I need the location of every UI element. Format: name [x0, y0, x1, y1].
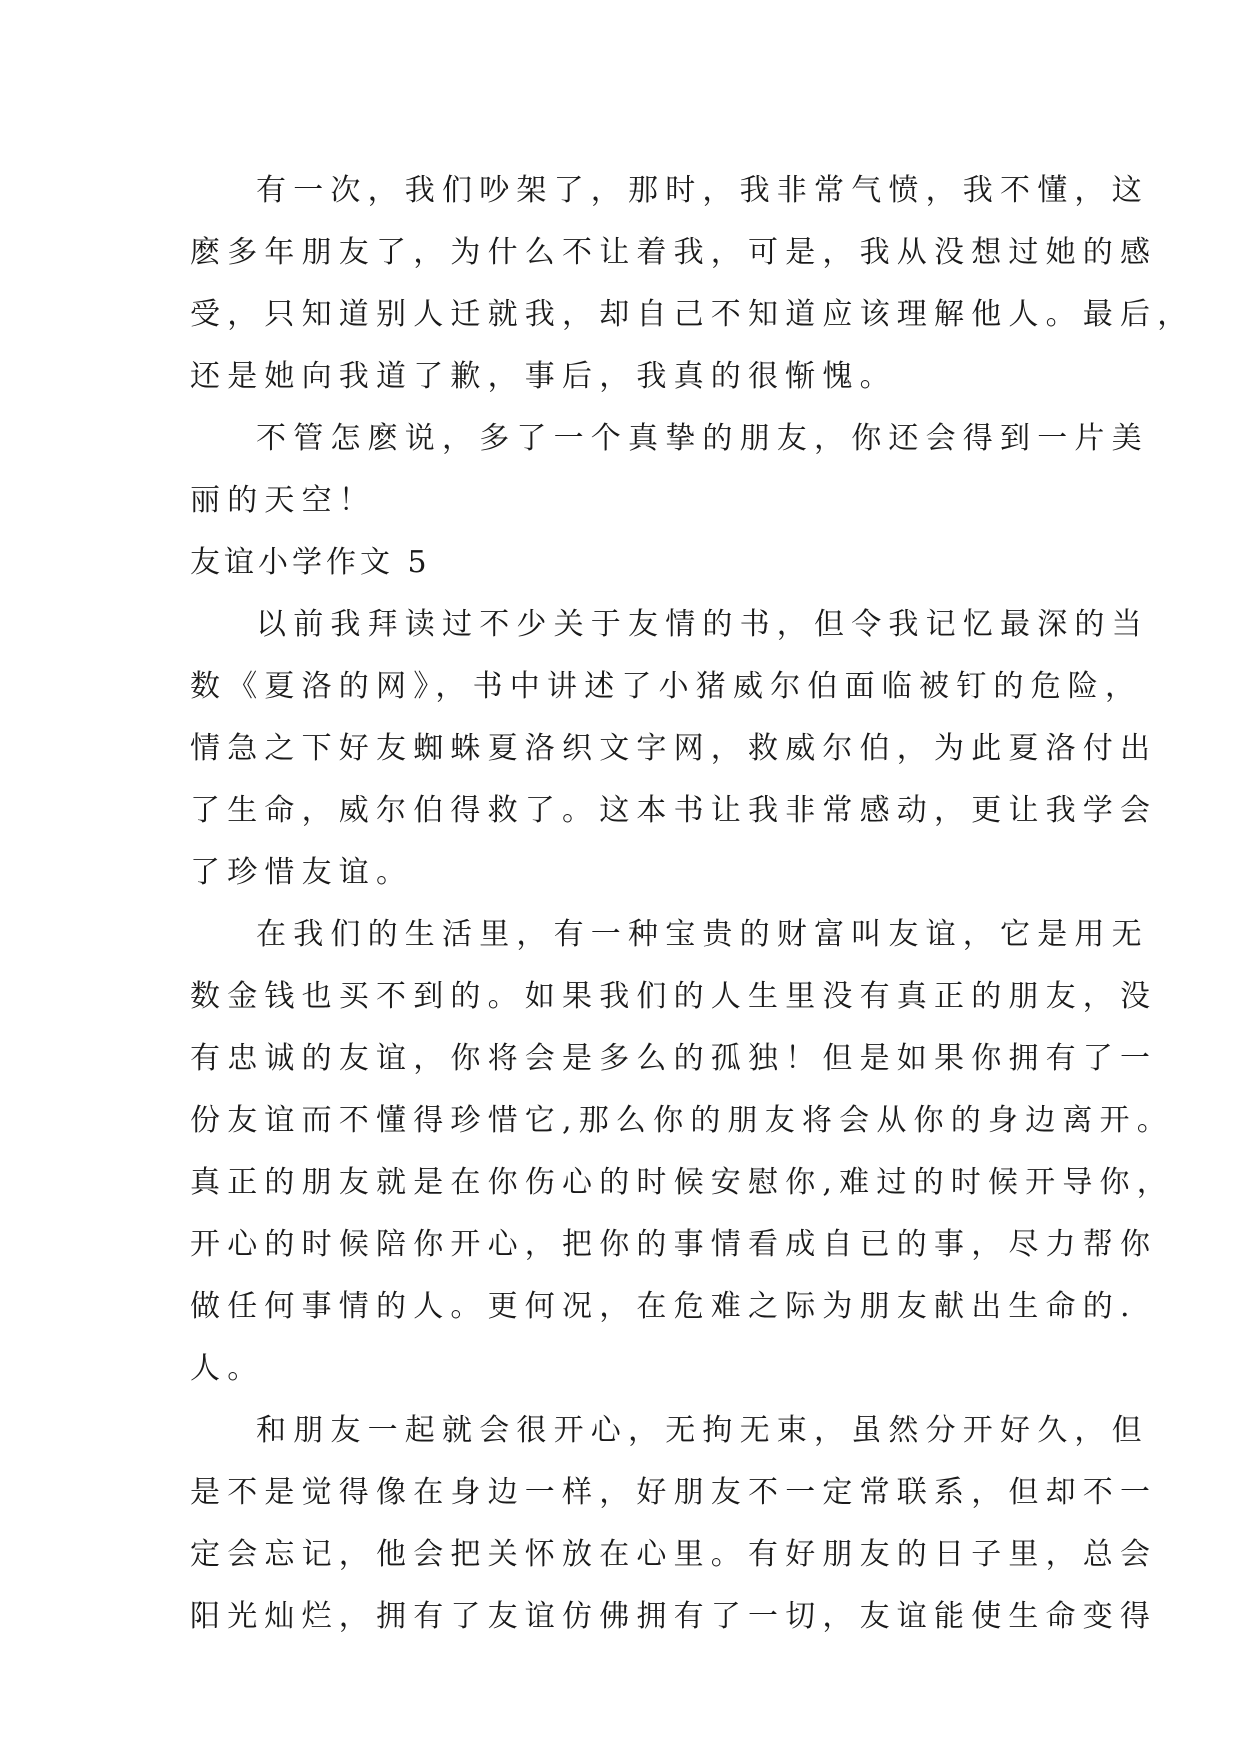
text-line: 还是她向我道了歉，事后，我真的很惭愧。	[190, 359, 897, 394]
text-line: 真正的朋友就是在你伤心的时候安慰你,难过的时候开导你，	[190, 1165, 1174, 1200]
paragraph	[190, 1400, 1158, 1648]
text-line: 有一次，我们吵架了，那时，我非常气愤，我不懂，这	[256, 173, 1149, 208]
text-line: 在我们的生活里，有一种宝贵的财富叫友谊，它是用无	[256, 917, 1149, 952]
text-line: 不管怎麽说，多了一个真挚的朋友，你还会得到一片美	[256, 421, 1149, 456]
heading-text: 友谊小学作文 5	[190, 545, 431, 580]
paragraph	[190, 594, 1158, 904]
text-line: 人。	[190, 1351, 265, 1386]
section-heading	[190, 532, 1050, 594]
text-line: 受，只知道别人迁就我，却自己不知道应该理解他人。最后，	[190, 297, 1195, 332]
text-line: 数《夏洛的网》，书中讲述了小猪威尔伯面临被钉的危险，	[190, 669, 1143, 704]
text-line: 份友谊而不懂得珍惜它,那么你的朋友将会从你的身边离开。	[190, 1103, 1174, 1138]
text-line: 开心的时候陪你开心，把你的事情看成自已的事，尽力帮你	[190, 1227, 1158, 1262]
paragraph	[190, 904, 1174, 1400]
paragraph	[190, 408, 1149, 532]
text-line: 有忠诚的友谊，你将会是多么的孤独！但是如果你拥有了一	[190, 1041, 1158, 1076]
paragraph	[190, 160, 1195, 408]
text-line: 麽多年朋友了，为什么不让着我，可是，我从没想过她的感	[190, 235, 1158, 270]
text-line: 丽的天空！	[190, 483, 376, 518]
document-body	[190, 160, 1195, 1648]
text-line: 了珍惜友谊。	[190, 855, 414, 890]
text-line: 数金钱也买不到的。如果我们的人生里没有真正的朋友，没	[190, 979, 1158, 1014]
text-line: 情急之下好友蜘蛛夏洛织文字网，救威尔伯，为此夏洛付出	[190, 731, 1158, 766]
text-line: 以前我拜读过不少关于友情的书，但令我记忆最深的当	[256, 607, 1149, 642]
text-line: 了生命，威尔伯得救了。这本书让我非常感动，更让我学会	[190, 793, 1158, 828]
text-line: 是不是觉得像在身边一样，好朋友不一定常联系，但却不一	[190, 1475, 1158, 1510]
text-line: 阳光灿烂，拥有了友谊仿佛拥有了一切，友谊能使生命变得	[190, 1599, 1158, 1634]
text-line: 定会忘记，他会把关怀放在心里。有好朋友的日子里，总会	[190, 1537, 1158, 1572]
text-line: 和朋友一起就会很开心，无拘无束，虽然分开好久，但	[256, 1413, 1149, 1448]
text-line: 做任何事情的人。更何况，在危难之际为朋友献出生命的.	[190, 1289, 1137, 1324]
